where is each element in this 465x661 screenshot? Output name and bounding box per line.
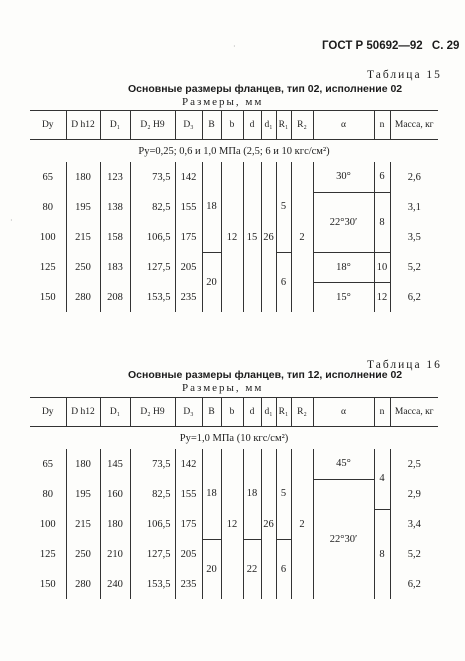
cell-d1: 240 [100, 569, 130, 599]
col-dy: Dy [30, 398, 66, 427]
cell-d-hole: 22 [243, 539, 261, 599]
cell-d2: 73,5 [130, 162, 175, 192]
table-row [30, 449, 438, 479]
cell-dy: 80 [42, 488, 53, 500]
page-number: С. 29 [431, 40, 460, 52]
cell-R1: 6 [276, 252, 291, 312]
cell-mass: 3,4 [390, 509, 438, 539]
cell-b: 12 [221, 162, 243, 312]
col-d: D h12 [66, 398, 100, 427]
cell-dy: 150 [39, 291, 56, 303]
cell-d: 195 [66, 479, 100, 509]
cell-d-hole: 15 [243, 162, 261, 312]
col-dy: Dy [30, 111, 66, 140]
table15-caption: Основные размеры фланцев, тип 02, исполнение 02 [128, 83, 403, 95]
col-R2: R₂ [291, 111, 313, 140]
cell-dy: 65 [42, 458, 53, 470]
cell-d: 195 [66, 192, 100, 222]
cell-B: 18 [202, 449, 221, 539]
cell-mass: 6,2 [390, 282, 438, 312]
cell-alpha: 30° [313, 162, 374, 192]
cell-d1: 160 [100, 479, 130, 509]
cell-d2: 82,5 [130, 479, 175, 509]
cell-mass: 3,5 [390, 222, 438, 252]
col-R1: R₁ [276, 398, 291, 427]
scan-mark: · [233, 42, 236, 51]
cell-d-hole: 18 [243, 449, 261, 539]
col-d1: D₁ [100, 398, 130, 427]
cell-d3: 155 [175, 192, 202, 222]
cell-dy: 100 [39, 231, 56, 243]
cell-d1: 180 [100, 509, 130, 539]
table15-header-row [30, 111, 438, 140]
cell-alpha: 22°30′ [313, 479, 374, 599]
cell-d3: 175 [175, 222, 202, 252]
cell-d: 280 [66, 282, 100, 312]
table15 [30, 110, 438, 312]
cell-dy: 100 [39, 518, 56, 530]
table16-subcaption: Размеры, мм [182, 382, 264, 394]
cell-dy: 150 [39, 578, 56, 590]
cell-dy: 125 [39, 261, 56, 273]
cell-d1: 145 [100, 449, 130, 479]
cell-B: 20 [202, 252, 221, 312]
cell-d: 215 [66, 509, 100, 539]
cell-R2: 2 [291, 162, 313, 312]
cell-d2: 106,5 [130, 222, 175, 252]
table16-header-row [30, 398, 438, 427]
cell-alpha: 22°30′ [313, 192, 374, 252]
cell-d2: 127,5 [130, 539, 175, 569]
cell-d2: 82,5 [130, 192, 175, 222]
table15-label: Таблица 15 [367, 69, 442, 81]
cell-d3: 142 [175, 162, 202, 192]
cell-n: 6 [374, 162, 390, 192]
col-d2: D₂ H9 [130, 111, 175, 140]
cell-mass: 2,6 [390, 162, 438, 192]
cell-mass: 3,1 [390, 192, 438, 222]
cell-d3: 235 [175, 282, 202, 312]
cell-d: 180 [66, 162, 100, 192]
col-alpha: α [313, 111, 374, 140]
cell-d3: 142 [175, 449, 202, 479]
cell-dy: 65 [42, 171, 53, 183]
table-row [30, 162, 438, 192]
table16-label: Таблица 16 [367, 359, 442, 371]
cell-R1: 5 [276, 449, 291, 539]
col-d3: D₃ [175, 398, 202, 427]
cell-n: 8 [374, 192, 390, 252]
cell-B: 20 [202, 539, 221, 599]
cell-d: 280 [66, 569, 100, 599]
cell-d1: 210 [100, 539, 130, 569]
col-d1-hole: d₁ [261, 398, 276, 427]
cell-alpha: 45° [313, 449, 374, 479]
col-d3: D₃ [175, 111, 202, 140]
col-b: b [221, 398, 243, 427]
cell-d1: 183 [100, 252, 130, 282]
cell-d2: 106,5 [130, 509, 175, 539]
cell-d2: 127,5 [130, 252, 175, 282]
col-d-hole: d [243, 398, 261, 427]
cell-d1: 208 [100, 282, 130, 312]
cell-mass: 2,5 [390, 449, 438, 479]
table16 [30, 397, 438, 599]
col-B: B [202, 111, 221, 140]
cell-d2: 153,5 [130, 282, 175, 312]
cell-d: 215 [66, 222, 100, 252]
col-b: b [221, 111, 243, 140]
scan-mark: · [10, 216, 13, 225]
cell-R1: 6 [276, 539, 291, 599]
cell-mass: 5,2 [390, 252, 438, 282]
cell-d: 180 [66, 449, 100, 479]
cell-n: 10 [374, 252, 390, 282]
standard-number: ГОСТ Р 50692—92 [322, 40, 423, 52]
cell-n: 12 [374, 282, 390, 312]
cell-alpha: 15° [313, 282, 374, 312]
col-alpha: α [313, 398, 374, 427]
cell-mass: 5,2 [390, 539, 438, 569]
cell-d1-hole: 26 [261, 162, 276, 312]
cell-dy: 80 [42, 201, 53, 213]
col-B: B [202, 398, 221, 427]
cell-mass: 6,2 [390, 569, 438, 599]
col-n: n [374, 111, 390, 140]
table15-subcaption: Размеры, мм [182, 96, 264, 108]
table16-caption: Основные размеры фланцев, тип 12, исполнение 02 [128, 369, 403, 381]
col-mass: Масса, кг [390, 111, 438, 140]
table15-condition: Py=0,25; 0,6 и 1,0 МПа (2,5; 6 и 10 кгс/см²) [138, 145, 330, 157]
col-d1-hole: d₁ [261, 111, 276, 140]
col-d: D h12 [66, 111, 100, 140]
cell-d: 250 [66, 539, 100, 569]
cell-alpha: 18° [313, 252, 374, 282]
col-d2: D₂ H9 [130, 398, 175, 427]
cell-R1: 5 [276, 162, 291, 252]
cell-d1-hole: 26 [261, 449, 276, 599]
cell-d1: 138 [100, 192, 130, 222]
cell-n: 8 [374, 509, 390, 599]
table16-condition: Py=1,0 МПа (10 кгс/см²) [179, 432, 289, 444]
cell-d3: 205 [175, 252, 202, 282]
page-header [322, 40, 459, 52]
col-d1: D₁ [100, 111, 130, 140]
cell-d3: 175 [175, 509, 202, 539]
cell-n: 4 [374, 449, 390, 509]
col-n: n [374, 398, 390, 427]
cell-d1: 158 [100, 222, 130, 252]
col-R2: R₂ [291, 398, 313, 427]
cell-d2: 73,5 [130, 449, 175, 479]
cell-d3: 155 [175, 479, 202, 509]
cell-d2: 153,5 [130, 569, 175, 599]
cell-R2: 2 [291, 449, 313, 599]
col-d-hole: d [243, 111, 261, 140]
cell-B: 18 [202, 162, 221, 252]
col-R1: R₁ [276, 111, 291, 140]
cell-d3: 205 [175, 539, 202, 569]
cell-d3: 235 [175, 569, 202, 599]
col-mass: Масса, кг [390, 398, 438, 427]
cell-d1: 123 [100, 162, 130, 192]
cell-b: 12 [221, 449, 243, 599]
cell-mass: 2,9 [390, 479, 438, 509]
cell-dy: 125 [39, 548, 56, 560]
cell-d: 250 [66, 252, 100, 282]
